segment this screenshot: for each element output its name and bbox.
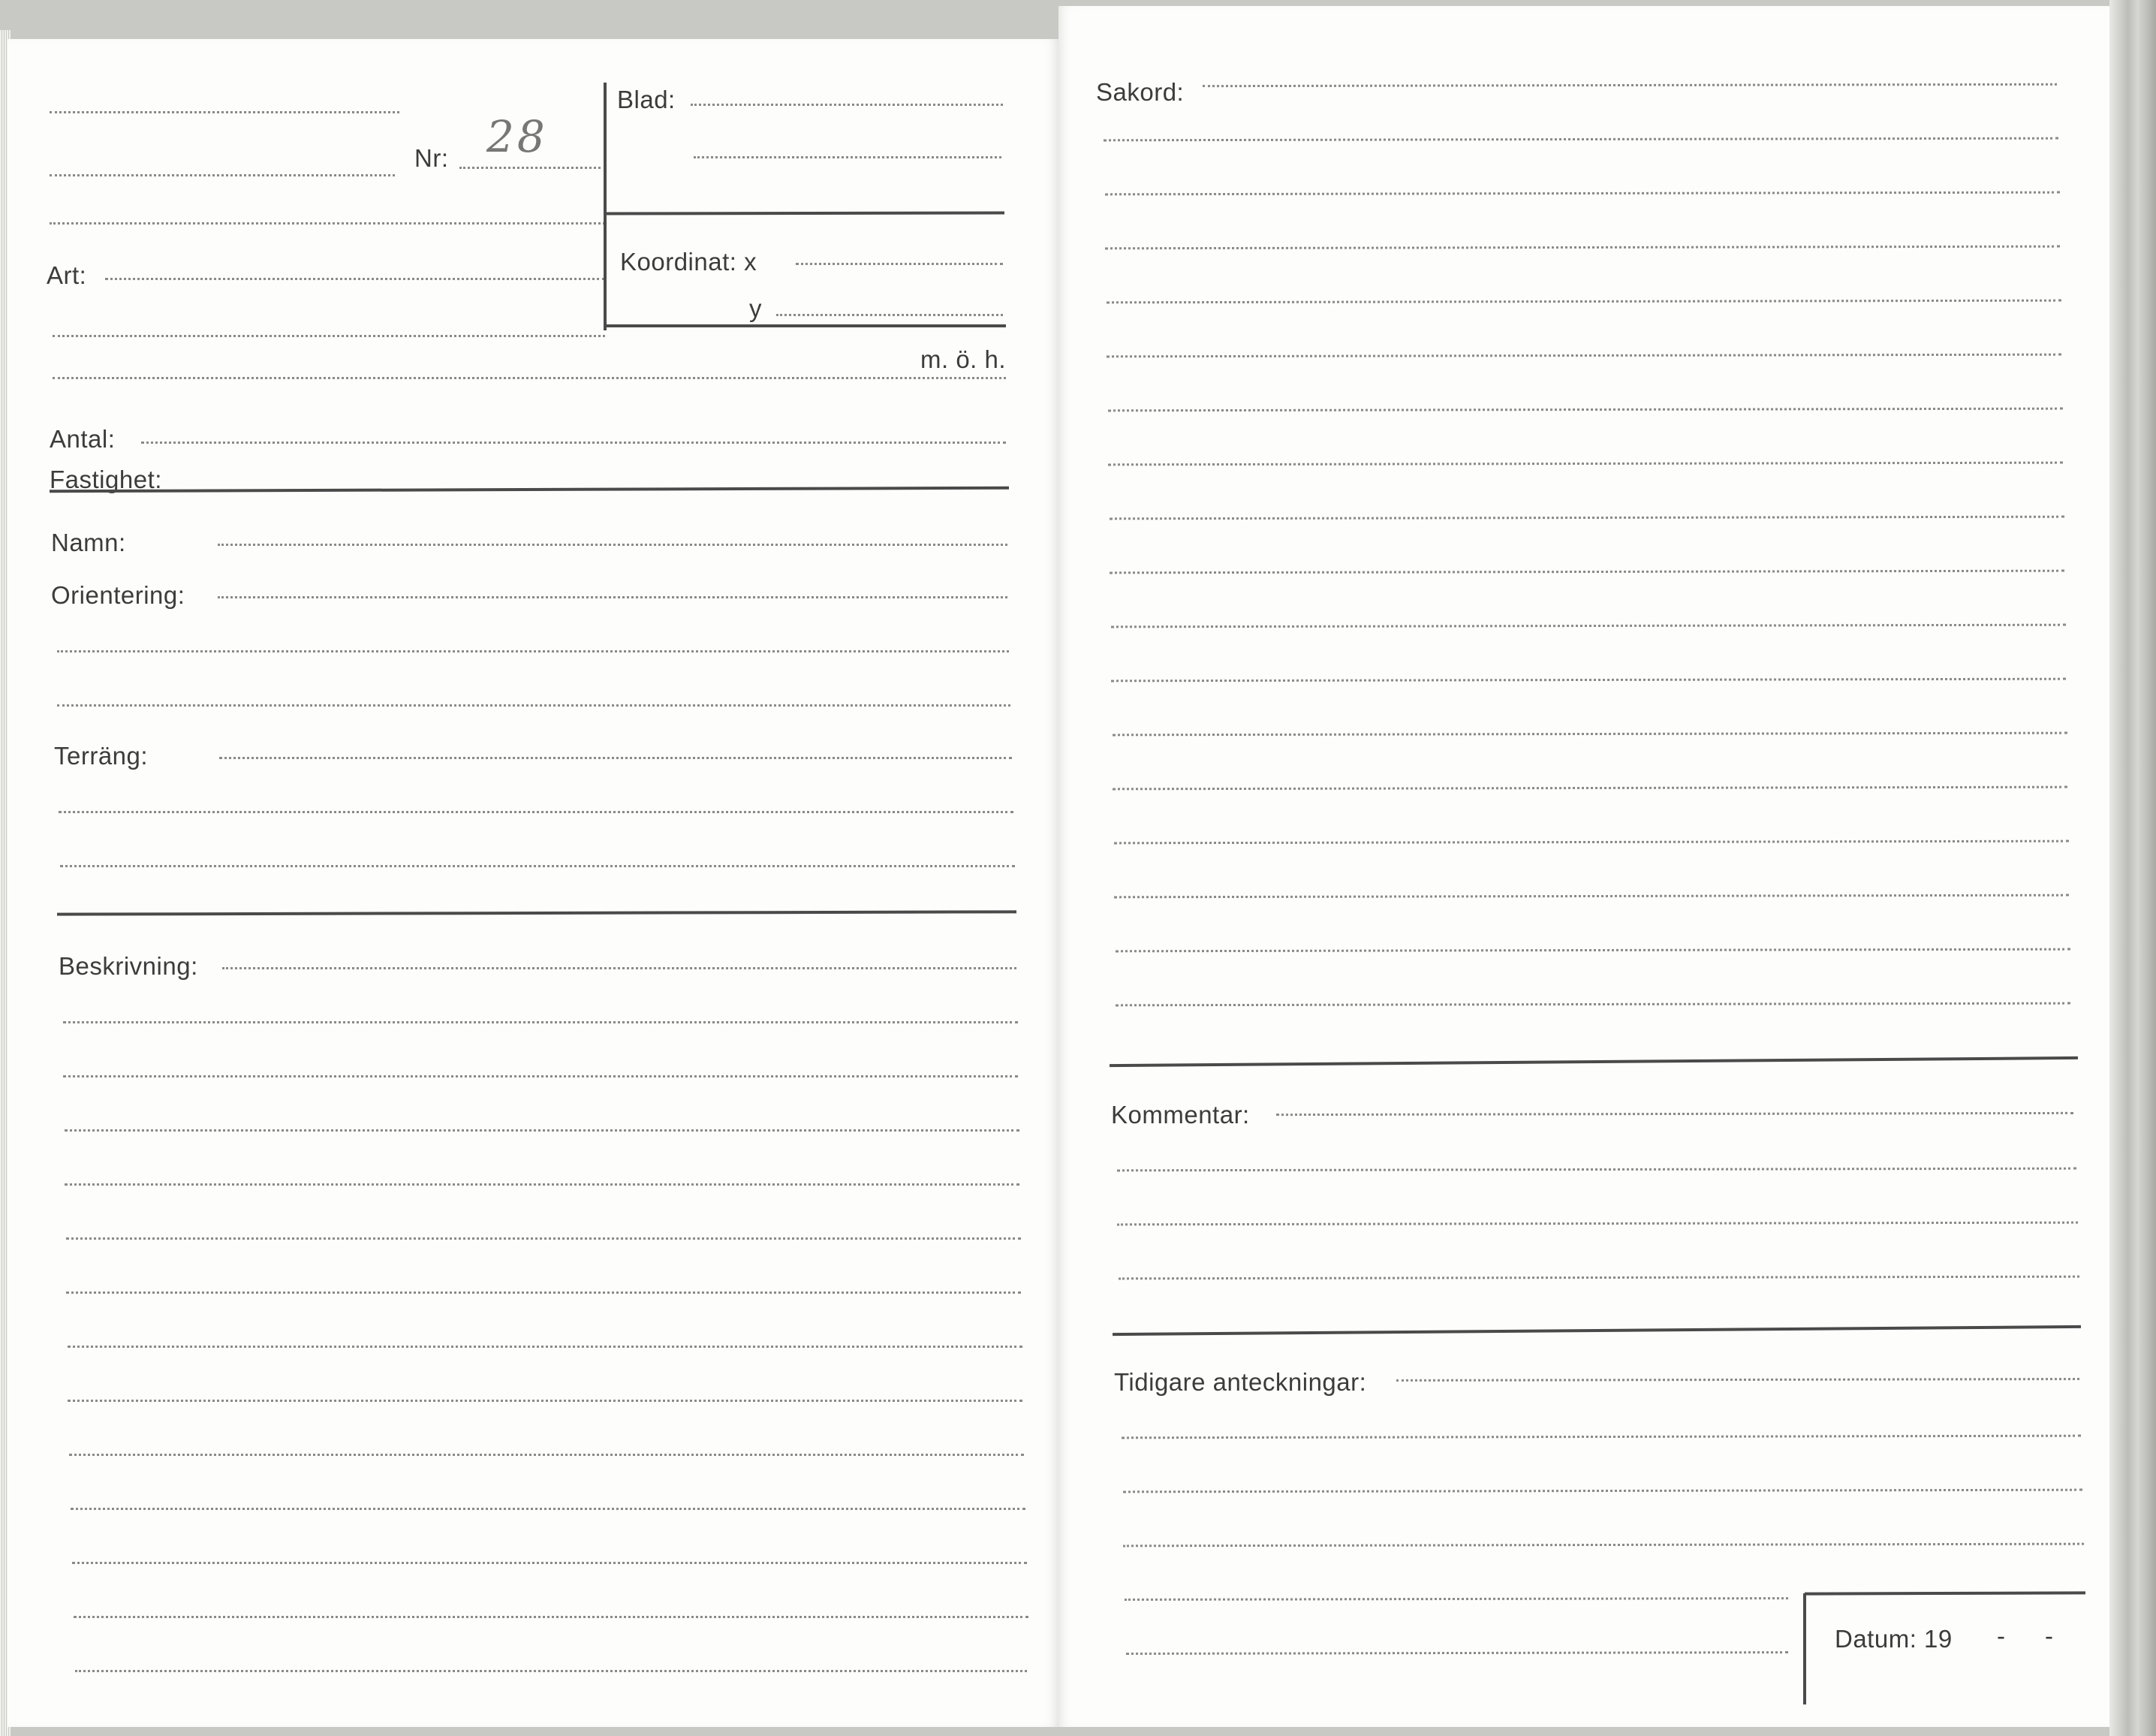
header-line-1 [50, 111, 399, 113]
datum-separator-2: - [2045, 1622, 2054, 1650]
y-label: y [749, 294, 762, 322]
beskrivning-line[interactable] [65, 1183, 1019, 1186]
namn-field[interactable] [218, 544, 1007, 546]
art-line-2[interactable] [53, 335, 605, 337]
nr-field[interactable] [459, 167, 601, 169]
left-page [8, 39, 1058, 1727]
blad-field[interactable] [691, 104, 1003, 106]
art-field[interactable] [105, 278, 605, 280]
blad-label: Blad: [617, 86, 676, 113]
header-line-3 [50, 222, 605, 225]
header-line-2 [50, 174, 395, 176]
antal-label: Antal: [50, 425, 116, 453]
koordinat-y-field[interactable] [776, 314, 1003, 316]
koordinat-label: Koordinat: x [620, 248, 757, 276]
terrang-label: Terräng: [54, 742, 149, 770]
nr-handwritten-value: 28 [486, 111, 548, 162]
tidigare-label: Tidigare anteckningar: [1114, 1368, 1367, 1396]
antal-field[interactable] [141, 442, 1006, 444]
beskrivning-line[interactable] [69, 1454, 1024, 1456]
beskrivning-line[interactable] [63, 1021, 1018, 1023]
sakord-label: Sakord: [1096, 78, 1185, 106]
orientering-line-3[interactable] [57, 704, 1010, 707]
beskrivning-line[interactable] [71, 1508, 1025, 1510]
fastighet-label: Fastighet: [50, 466, 162, 493]
koordinat-x-field[interactable] [796, 263, 1003, 265]
page-edges-right [2109, 0, 2156, 1736]
orientering-label: Orientering: [51, 581, 185, 609]
coord-box-bottom-rule [605, 324, 1006, 327]
orientering-line-2[interactable] [57, 650, 1009, 653]
beskrivning-line[interactable] [74, 1616, 1028, 1618]
terrang-line-2[interactable] [59, 811, 1013, 813]
kommentar-label: Kommentar: [1111, 1101, 1250, 1129]
beskrivning-line[interactable] [66, 1291, 1021, 1294]
beskrivning-line[interactable] [72, 1562, 1027, 1564]
namn-label: Namn: [51, 529, 126, 556]
datum-box-divider [1803, 1593, 1806, 1704]
nr-label: Nr: [414, 144, 449, 172]
datum-label: Datum: 19 [1835, 1625, 1953, 1653]
beskrivning-line[interactable] [68, 1400, 1022, 1402]
beskrivning-line[interactable] [68, 1346, 1022, 1348]
beskrivning-line[interactable] [63, 1075, 1018, 1077]
terrang-line-3[interactable] [60, 865, 1015, 867]
beskrivning-line[interactable] [65, 1129, 1019, 1132]
moh-label: m. ö. h. [920, 345, 1007, 373]
beskrivning-field[interactable] [222, 967, 1016, 969]
beskrivning-line[interactable] [66, 1237, 1021, 1240]
coord-box-divider [604, 83, 607, 330]
beskrivning-label: Beskrivning: [59, 952, 198, 980]
art-line-3[interactable] [53, 377, 1006, 379]
right-page [1058, 6, 2109, 1727]
datum-separator-1: - [1997, 1622, 2006, 1650]
terrang-field[interactable] [219, 757, 1012, 759]
orientering-field[interactable] [218, 596, 1007, 598]
beskrivning-line[interactable] [75, 1670, 1027, 1672]
blad-line-2[interactable] [694, 156, 1001, 158]
art-label: Art: [47, 261, 87, 289]
